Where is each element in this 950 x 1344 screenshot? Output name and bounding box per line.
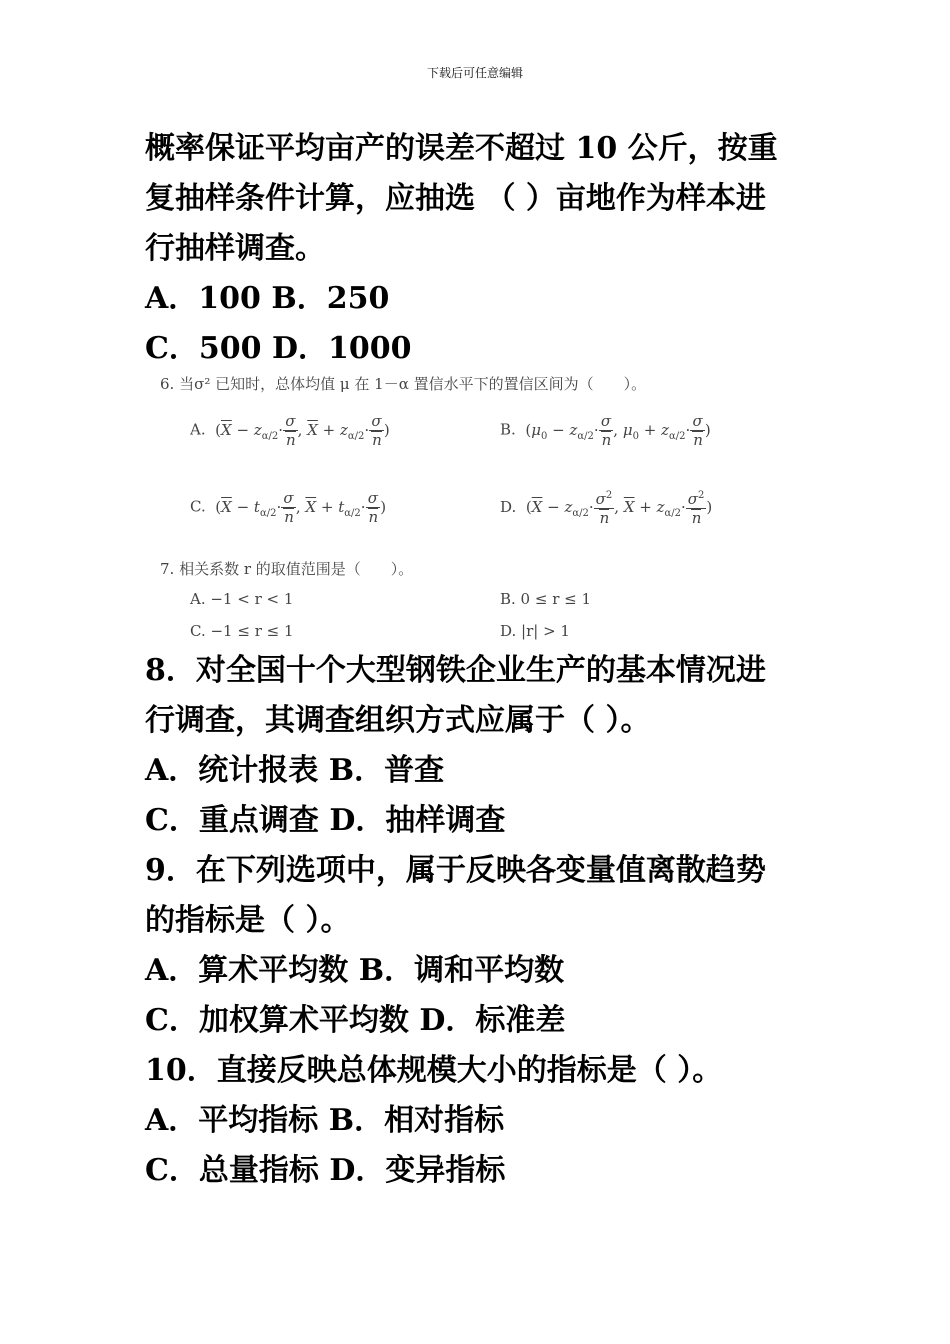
text-line: 行抽样调查。 bbox=[145, 231, 325, 266]
text-line: 复抽样条件计算，应抽选 （ ）亩地作为样本进 bbox=[145, 181, 766, 216]
question-7-text: 7. 相关系数 r 的取值范围是（ ）。 bbox=[160, 560, 414, 578]
option-line: A．100 B．250 bbox=[145, 281, 390, 316]
option-line: C．500 D．1000 bbox=[145, 331, 412, 366]
formula: ($\overline{X} - z_{\alpha/2}\cdot$ $\frac{\sigma}{n}$ , $\overline{X} + z_{\alpha/2}\cdot$ $\frac{\sigma}{n}$ ) bbox=[210, 412, 390, 449]
option-label: C. bbox=[190, 497, 206, 516]
question-6-option-d bbox=[500, 490, 712, 526]
page-header-note: 下载后可任意编辑 bbox=[426, 66, 523, 80]
question-8-text: 8．对全国十个大型钢铁企业生产的基本情况进 bbox=[145, 653, 766, 688]
question-7-option-d: D. |r| > 1 bbox=[500, 622, 570, 640]
option-label: A. bbox=[190, 420, 206, 439]
question-9-text: 的指标是（ ）。 bbox=[145, 903, 351, 938]
option-label: B. bbox=[500, 420, 516, 439]
option-label: D. bbox=[500, 498, 517, 516]
question-6-option-a bbox=[190, 413, 390, 448]
text-line: 概率保证平均亩产的误差不超过 10 公斤，按重 bbox=[145, 131, 778, 166]
question-6-option-b bbox=[500, 413, 711, 448]
question-7-option-a: A. −1 < r < 1 bbox=[190, 590, 294, 608]
question-continuation bbox=[145, 124, 825, 374]
question-7-option-c: C. −1 ≤ r ≤ 1 bbox=[190, 622, 294, 640]
question-9-options: A．算术平均数 B．调和平均数 bbox=[145, 953, 565, 988]
question-8-options: C．重点调查 D．抽样调查 bbox=[145, 803, 506, 838]
formula: ($\overline{X} - t_{\alpha/2}\cdot$ $\frac{\sigma}{n}$ , $\overline{X} + t_{\alpha/2}\cdot$ $\frac{\sigma}{n}$ ) bbox=[210, 489, 387, 526]
question-10-text: 10．直接反映总体规模大小的指标是（ ）。 bbox=[145, 1053, 723, 1088]
question-6-text: 6. 当σ² 已知时，总体均值 μ 在 1－α 置信水平下的置信区间为（ ）。 bbox=[160, 375, 647, 393]
question-10-options: C．总量指标 D．变异指标 bbox=[145, 1153, 506, 1188]
question-9-options: C．加权算术平均数 D．标准差 bbox=[145, 1003, 566, 1038]
question-9-text: 9．在下列选项中，属于反映各变量值离散趋势 bbox=[145, 853, 766, 888]
question-7-option-b: B. 0 ≤ r ≤ 1 bbox=[500, 590, 592, 608]
question-8-options: A．统计报表 B．普查 bbox=[145, 753, 445, 788]
formula: ($\mu_0 - z_{\alpha/2}\cdot$ $\frac{\sigma}{n}$ , $\mu_0 + z_{\alpha/2}\cdot$ $\frac{\sigma}{n}$ ) bbox=[520, 412, 711, 449]
questions-8-to-10 bbox=[145, 646, 825, 1196]
question-6-option-c bbox=[190, 490, 386, 525]
formula: ($\overline{X} - z_{\alpha/2}\cdot$ $\frac{\sigma^2}{n}$ , $\overline{X} + z_{\alpha/2}\cdot$ $\frac{\sigma^2}{n}$ ) bbox=[521, 490, 713, 527]
question-8-text: 行调查，其调查组织方式应属于（ ）。 bbox=[145, 703, 651, 738]
question-10-options: A．平均指标 B．相对指标 bbox=[145, 1103, 505, 1138]
